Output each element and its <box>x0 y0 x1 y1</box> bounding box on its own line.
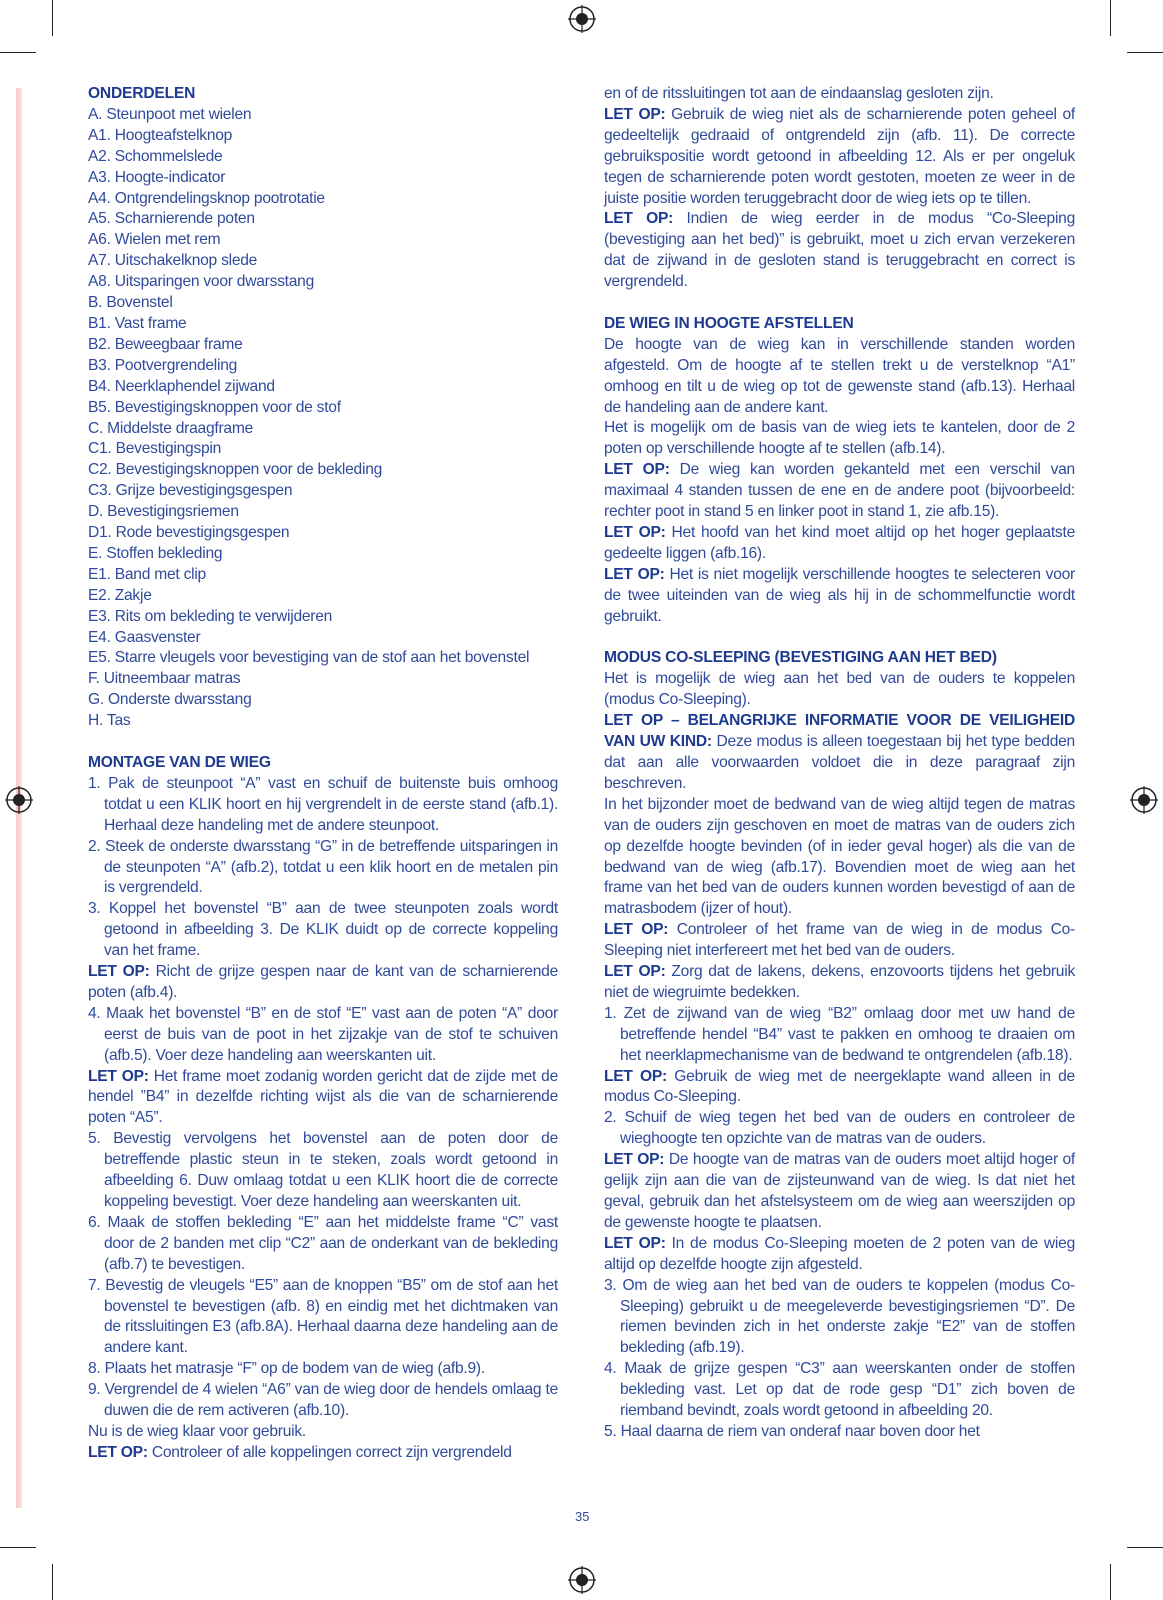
assembly-step: 6. Maak de stoffen bekleding “E” aan het middelste frame “C” vast door de 2 banden met clip “C2” aan de onderkant van de bekleding (afb.7) te bevestigen. <box>88 1213 558 1273</box>
note-text: Het hoofd van het kind moet altijd op het hoger geplaatste gedeelte liggen (afb.16). <box>604 524 1075 562</box>
cosleeping-step: 3. Om de wieg aan het bed van de ouders te koppelen (modus Co-Sleeping) gebruikt u de meegeleverde bevestigingsriemen “D”. De riemen bevinden zich in het onderste zakje “E2” van de stoffen bekleding (afb.19). <box>604 1276 1075 1357</box>
note-text: Gebruik de wieg niet als de scharnierende poten geheel of gedeeltelijk gedraaid of ontgrendeld zijn (afb. 11). De correcte gebruikspositie wordt getoond in afbeelding 12. Als er per ongeluk tegen de scharnierende poten wordt gestoten, moeten ze weer in de juiste positie worden teruggebracht door de wieg iets op te tillen. <box>604 105 1075 207</box>
registration-mark-icon <box>1130 786 1158 814</box>
parts-list-item: E3. Rits om bekleding te verwijderen <box>88 607 333 625</box>
ready-text: Nu is de wieg klaar voor gebruik. <box>88 1422 306 1440</box>
parts-list-item: B4. Neerklaphendel zijwand <box>88 377 275 395</box>
parts-list-item: E. Stoffen bekleding <box>88 544 223 562</box>
assembly-step: 1. Pak de steunpoot “A” vast en schuif de buitenste buis omhoog totdat u een KLIK hoort en hij vergrendelt in de eerste stand (afb.1). Herhaal deze handeling met de andere steunpoot. <box>88 774 558 834</box>
note <box>604 920 1075 962</box>
paragraph: Het is mogelijk de wieg aan het bed van de ouders te koppelen (modus Co-Sleeping). <box>604 670 1075 709</box>
parts-list-item: E4. Gaasvenster <box>88 628 201 646</box>
parts-list-item: A7. Uitschakelknop slede <box>88 252 258 270</box>
registration-mark-icon <box>568 1566 596 1594</box>
height-heading: DE WIEG IN HOOGTE AFSTELLEN <box>604 314 854 332</box>
right-column <box>604 84 1075 1443</box>
parts-list-item: B5. Bevestigingsknoppen voor de stof <box>88 398 341 416</box>
note <box>604 105 1075 210</box>
note <box>88 1067 558 1130</box>
parts-list-item: G. Onderste dwarsstang <box>88 691 252 709</box>
note <box>604 962 1075 1004</box>
parts-list-item: D1. Rode bevestigingsgespen <box>88 524 290 542</box>
parts-list-item: C1. Bevestigingspin <box>88 440 222 458</box>
note-label: LET OP: <box>604 1234 666 1252</box>
note-label: LET OP: <box>604 461 670 479</box>
cosleeping-step: 4. Maak de grijze gespen “C3” aan weerskanten onder de stoffen bekleding vast. Let op dat de rode gesp “D1” zich boven de riemband bevindt, zoals wordt getoond in afbeelding 20. <box>604 1360 1075 1420</box>
note-label: LET OP: <box>604 210 674 228</box>
note-label: LET OP: <box>604 105 666 123</box>
parts-list-item: A8. Uitsparingen voor dwarsstang <box>88 273 315 291</box>
parts-list-item: C2. Bevestigingsknoppen voor de bekleding <box>88 461 383 479</box>
note <box>604 523 1075 565</box>
crop-mark <box>52 0 53 36</box>
parts-list-item: D. Bevestigingsriemen <box>88 503 239 521</box>
note <box>88 962 558 1004</box>
crop-mark <box>52 1564 53 1600</box>
crop-mark <box>1110 0 1111 36</box>
page-number: 35 <box>575 1509 590 1524</box>
registration-mark-icon <box>568 5 596 33</box>
crop-mark <box>1110 1564 1111 1600</box>
safety-note <box>604 711 1075 795</box>
note <box>604 1067 1075 1109</box>
parts-list-item: B2. Beweegbaar frame <box>88 335 243 353</box>
note <box>604 1150 1075 1234</box>
note <box>604 565 1075 628</box>
assembly-step: 2. Steek de onderste dwarsstang “G” in de betreffende uitsparingen in de steunpoten “A” (afb.2), totdat u een klik hoort en de metalen pin is vergrendeld. <box>88 837 558 897</box>
cosleeping-step: 1. Zet de zijwand van de wieg “B2” omlaag door met uw hand de betreffende hendel “B4” vast te pakken en omhoog te draaien om het neerklapmechanisme van de bedwand te ontgrendelen (afb.18). <box>604 1004 1075 1064</box>
crop-mark <box>1127 1547 1163 1548</box>
paragraph: In het bijzonder moet de bedwand van de wieg altijd tegen de matras van de ouders zijn geschoven en moet de matras van de ouders zich op dezelfde hoogte bevinden (of in ieder geval hoger) als die van de bedwand van de wieg (afb.17). Bovendien moet de wieg aan het frame van het bed van de ouders kunnen worden bevestigd of aan de matrasbodem (ijzer of hout). <box>604 795 1075 918</box>
note-text: De wieg kan worden gekanteld met een verschil van maximaal 4 standen tussen de ene en de andere poot (bijvoorbeeld: rechter poot in stand 5 en linker poot in stand 1, zie afb.15). <box>604 461 1075 521</box>
note-text: Gebruik de wieg met de neergeklapte wand alleen in de modus Co-Sleeping. <box>604 1067 1075 1106</box>
note <box>88 1443 558 1464</box>
note-label: LET OP: <box>604 921 669 939</box>
assembly-step: 4. Maak het bovenstel “B” en de stof “E” vast aan de poten “A” door eerst de buis van de poot in het zijzakje van de stof te schuiven (afb.5). Voer deze handeling aan weerskanten uit. <box>88 1004 558 1064</box>
note <box>604 209 1075 293</box>
parts-list-item: A. Steunpoot met wielen <box>88 105 252 123</box>
note-label: LET OP: <box>604 1067 667 1085</box>
parts-heading: ONDERDELEN <box>88 85 196 102</box>
paragraph: De hoogte van de wieg kan in verschillende standen worden afgesteld. Om de hoogte af te stellen trekt u de verstelknop “A1” omhoog en tilt u de wieg op tot de gewenste stand (afb.13). Herhaal de handeling aan de andere kant. <box>604 335 1075 416</box>
parts-list-item: A3. Hoogte-indicator <box>88 168 226 186</box>
note-label: LET OP: <box>604 524 666 542</box>
assembly-step: 5. Bevestig vervolgens het bovenstel aan de poten door de betreffende plastic steun in te steken, zoals wordt getoond in afbeelding 6. Duw omlaag totdat u een KLIK hoort die de correcte koppeling bevestigt. Voer deze handeling aan weerskanten uit. <box>88 1130 558 1211</box>
note-label: LET OP: <box>604 1151 665 1169</box>
note-text: Zorg dat de lakens, dekens, enzovoorts tijdens het gebruik niet de wiegruimte bedekken. <box>604 963 1075 1001</box>
crop-mark <box>0 1547 36 1548</box>
parts-list-item: F. Uitneembaar matras <box>88 670 241 688</box>
parts-list <box>88 105 558 732</box>
parts-list-item: E5. Starre vleugels voor bevestiging van de stof aan het bovenstel <box>88 649 530 667</box>
parts-list-item: C. Middelste draagframe <box>88 419 253 437</box>
assembly-step: 9. Vergrendel de 4 wielen “A6” van de wieg door de hendels omlaag te duwen die de rem activeren (afb.10). <box>88 1381 558 1420</box>
note-label: LET OP: <box>604 963 666 981</box>
note-text: In de modus Co-Sleeping moeten de 2 poten van de wieg altijd op dezelfde hoogte zijn afgesteld. <box>604 1234 1075 1273</box>
note-label: LET OP: <box>88 1067 149 1085</box>
parts-list-item: B. Bovenstel <box>88 294 173 312</box>
note-text: Controleer of alle koppelingen correct zijn vergrendeld <box>147 1443 512 1461</box>
continued-text: en of de ritssluitingen tot aan de eindaanslag gesloten zijn. <box>604 85 994 102</box>
parts-list-item: C3. Grijze bevestigingsgespen <box>88 482 293 500</box>
parts-list-item: H. Tas <box>88 712 131 730</box>
note <box>604 460 1075 523</box>
note-label: LET OP: <box>88 963 150 981</box>
note-label: LET OP: <box>604 565 665 583</box>
note-text: Indien de wieg eerder in de modus “Co-Sleeping (bevestiging aan het bed)” is gebruikt, moet u zich ervan verzekeren dat de zijwand in de gesloten stand is teruggebracht en correct is vergrendeld. <box>604 210 1076 291</box>
parts-list-item: E1. Band met clip <box>88 565 206 583</box>
crop-mark <box>1127 52 1163 53</box>
left-column <box>88 84 558 1464</box>
crop-mark <box>0 52 36 53</box>
cosleeping-step: 5. Haal daarna de riem van onderaf naar boven door het <box>604 1422 980 1440</box>
note-text: Controleer of het frame van de wieg in de modus Co-Sleeping niet interfereert met het bed van de ouders. <box>604 921 1075 960</box>
cosleeping-step: 2. Schuif de wieg tegen het bed van de ouders en controleer de wieghoogte ten opzichte van de matras van de ouders. <box>604 1109 1075 1148</box>
parts-list-item: A2. Schommelslede <box>88 147 223 165</box>
registration-mark-icon <box>5 786 33 814</box>
assembly-heading: MONTAGE VAN DE WIEG <box>88 753 271 771</box>
parts-list-item: B1. Vast frame <box>88 314 187 332</box>
parts-list-item: B3. Pootvergrendeling <box>88 356 238 374</box>
parts-list-item: A1. Hoogteafstelknop <box>88 126 233 144</box>
assembly-step: 8. Plaats het matrasje “F” op de bodem van de wieg (afb.9). <box>88 1360 485 1378</box>
parts-list-item: A6. Wielen met rem <box>88 231 221 249</box>
cosleeping-heading: MODUS CO-SLEEPING (BEVESTIGING AAN HET BED) <box>604 649 997 667</box>
parts-list-item: A5. Scharnierende poten <box>88 210 255 228</box>
note-label: LET OP: <box>88 1443 148 1461</box>
assembly-step: 3. Koppel het bovenstel “B” aan de twee steunpoten zoals wordt getoond in afbeelding 3. De KLIK duidt op de correcte koppeling van het frame. <box>88 900 558 960</box>
note-text: Richt de grijze gespen naar de kant van de scharnierende poten (afb.4). <box>88 963 558 1001</box>
assembly-step: 7. Bevestig de vleugels “E5” aan de knoppen “B5” om de stof aan het bovenstel te bevestigen (afb. 8) en eindig met het dichtmaken van de ritssluitingen E3 (afb.8A). Herhaal daarna deze handeling aan de andere kant. <box>88 1276 558 1357</box>
safety-text: Deze modus is alleen toegestaan bij het type bedden dat aan alle voorwaarden voldoet die in deze paragraaf zijn beschreven. <box>604 733 1075 792</box>
safety-label: LET OP – BELANGRIJKE INFORMATIE VOOR DE VEILIGHEID VAN UW KIND: <box>604 712 1075 751</box>
parts-list-item: E2. Zakje <box>88 586 152 604</box>
note-text: De hoogte van de matras van de ouders moet altijd hoger of gelijk zijn aan die van de zijsteunwand van de wieg. Is dat niet het geval, gebruik dan het afstelsysteem om de wieg aan weerszijden op de gewenste hoogte te plaatsen. <box>604 1151 1075 1231</box>
note-text: Het is niet mogelijk verschillende hoogtes te selecteren voor de twee uiteinden van de wieg als hij in de schommelfunctie wordt gebruikt. <box>604 565 1075 625</box>
note-text: Het frame moet zodanig worden gericht dat de zijde met de hendel ”B4” in dezelfde richting wijst als die van de scharnierende poten “A5”. <box>88 1067 558 1127</box>
paragraph: Het is mogelijk om de basis van de wieg iets te kantelen, door de 2 poten op verschillende hoogte af te stellen (afb.14). <box>604 419 1075 458</box>
parts-list-item: A4. Ontgrendelingsknop pootrotatie <box>88 189 325 207</box>
note <box>604 1234 1075 1276</box>
